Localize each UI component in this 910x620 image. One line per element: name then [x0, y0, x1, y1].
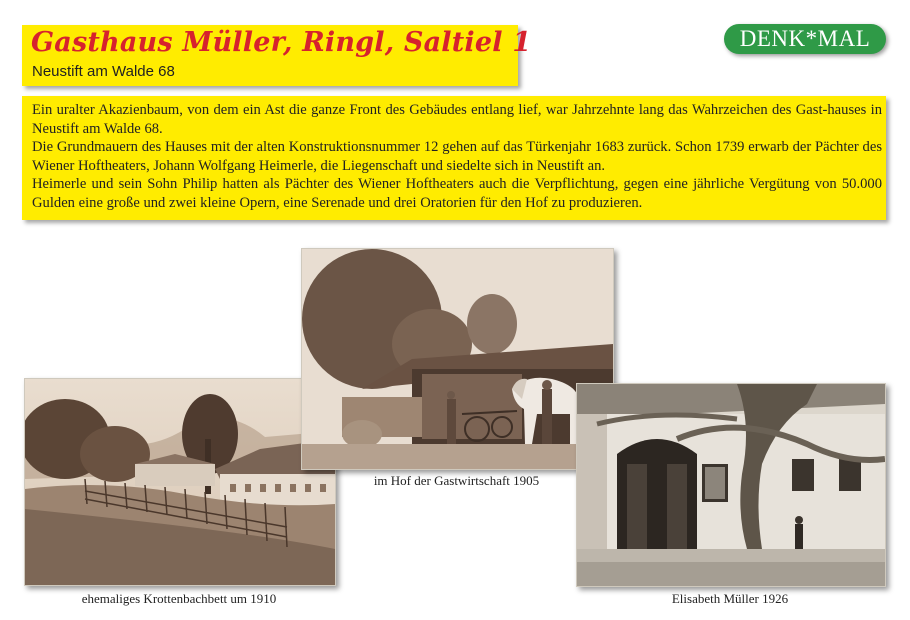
logo-text: DENK*MAL	[739, 26, 871, 51]
description-box	[22, 96, 886, 220]
caption-krottenbachbett: ehemaliges Krottenbachbett um 1910	[81, 591, 277, 606]
paragraph-1: Ein uralter Akazienbaum, von dem ein Ast die ganze Front des Gebäudes entlang lief, war Jahrzehnte lang das Wahrzeichen des Gast-hauses in Neustift am Walde 68.	[32, 102, 882, 137]
paragraph-3: Heimerle und sein Sohn Philip hatten als Pächter des Wiener Hoftheaters auch die Verpflichtung, gegen eine jährliche Vergütung von 50.000 Gulden eine große und zwei kleine Opern, eine Serenade und drei Oratorien für den Hof zu produzieren.	[32, 176, 882, 211]
photo-hof-gastwirtschaft-image	[302, 249, 613, 469]
photo-elisabeth-mueller-image	[577, 384, 885, 586]
photo-elisabeth-mueller	[576, 383, 886, 587]
paragraph-2: Die Grundmauern des Hauses mit der alten Konstruktionsnummer 12 gehen auf das Türkenjahr 1683 zurück. Schon 1739 erwarb der Pächter des Wiener Hoftheaters, Johann Wolfgang Heimerle, die Liegenschaft und siedelte sich in Neustift an.	[32, 139, 882, 174]
denkmal-logo	[724, 24, 886, 54]
photo-hof-gastwirtschaft	[301, 248, 614, 470]
page-subtitle: Neustift am Walde 68	[32, 63, 175, 80]
caption-hof-gastwirtschaft: im Hof der Gastwirtschaft 1905	[373, 473, 540, 488]
title-box	[22, 25, 532, 86]
caption-elisabeth-mueller: Elisabeth Müller 1926	[671, 591, 789, 606]
photo-krottenbachbett-image	[25, 379, 335, 585]
photo-krottenbachbett	[24, 378, 336, 586]
page-title: Gasthaus Müller, Ringl, Saltiel 1	[31, 27, 532, 58]
